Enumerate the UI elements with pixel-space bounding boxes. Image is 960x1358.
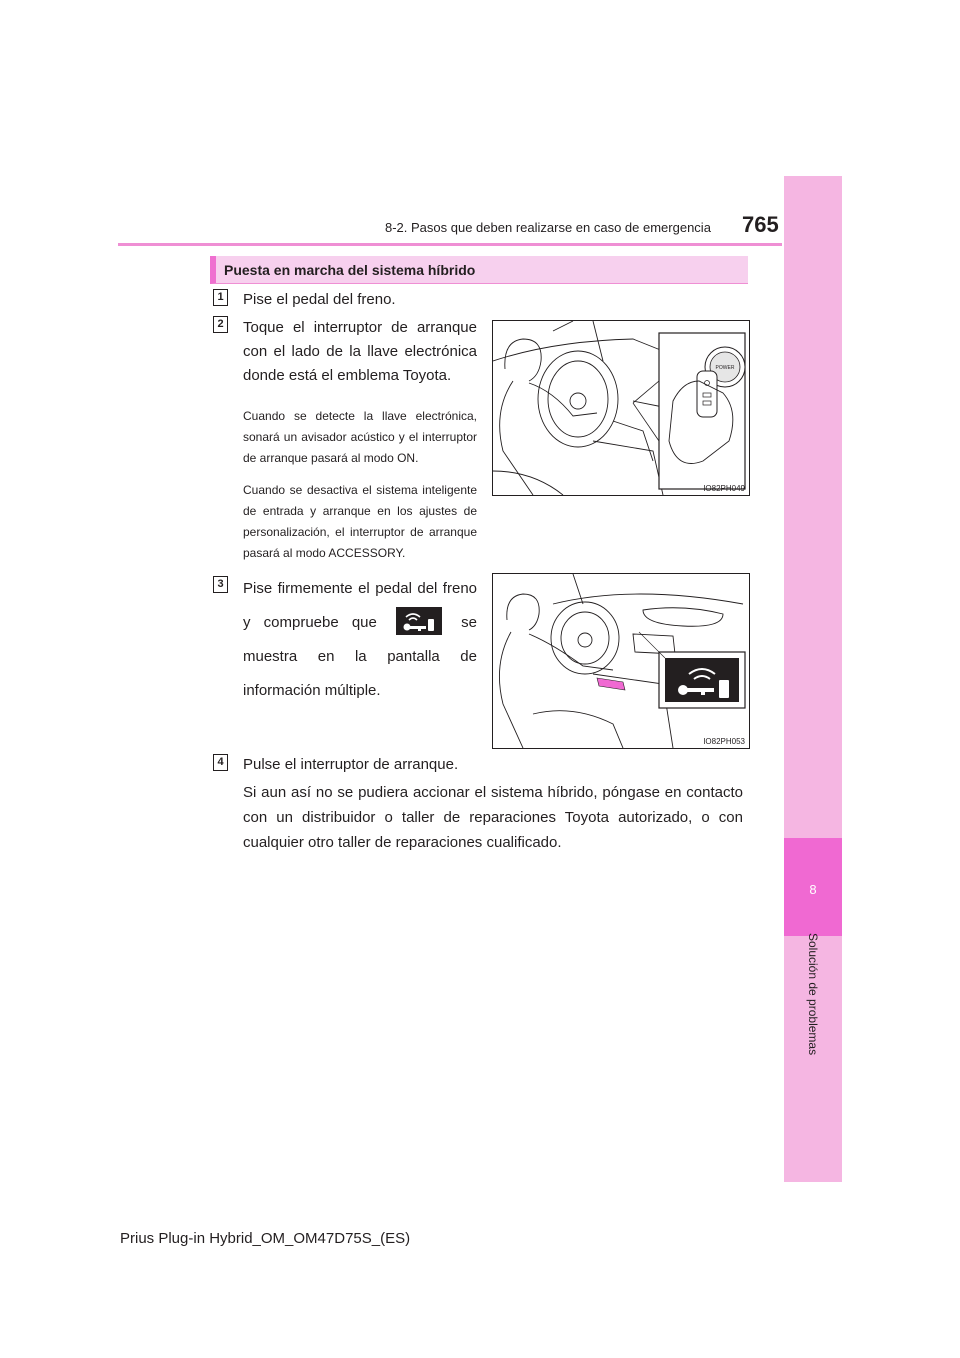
step-2-note-2: Cuando se desactiva el sistema inteligente de entrada y arranque en los ajustes de personalización, el interruptor de arranque pasará al modo ACCESSORY. <box>243 483 477 560</box>
step-number-2: 2 <box>213 316 228 333</box>
figure-driver-brake-display <box>492 573 750 749</box>
header-rule <box>118 243 782 246</box>
key-indicator-icon <box>396 607 442 635</box>
chapter-title-text: Solución de problemas <box>806 933 820 1056</box>
figure-code-label: IO82PH053 <box>703 737 745 746</box>
step-3-paragraph <box>243 572 477 708</box>
driver-pressing-brake-illustration <box>493 574 749 748</box>
closing-paragraph: Si aun así no se pudiera accionar el sistema híbrido, póngase en contacto con un distribuidor o taller de reparaciones Toyota autorizado, o con cualquier otro taller de reparaciones cualificado. <box>243 784 743 851</box>
page-number: 765 <box>742 212 779 237</box>
step-2-note-1: Cuando se detecte la llave electrónica, sonará un avisador acústico y el interruptor de arranque pasará al modo ON. <box>243 409 477 465</box>
document-id: Prius Plug-in Hybrid_OM_OM47D75S_(ES) <box>120 1230 411 1247</box>
section-title: Puesta en marcha del sistema híbrido <box>224 262 476 278</box>
step-number-4: 4 <box>213 754 228 771</box>
step-number-1: 1 <box>213 289 228 306</box>
step-number-3: 3 <box>213 576 228 593</box>
step-3-text-after: se muestra en la pantalla de información múltiple. <box>243 614 478 699</box>
header-section-title: 8-2. Pasos que deben realizarse en caso de emergencia <box>385 220 711 235</box>
step-4-text: Pulse el interruptor de arranque. <box>243 756 459 773</box>
figure-driver-power-switch <box>492 320 750 496</box>
step-2-text: Toque el interruptor de arranque con el lado de la llave electrónica donde está el emblema Toyota. <box>243 319 477 384</box>
power-button-label: POWER <box>715 365 735 371</box>
step-1-text: Pise el pedal del freno. <box>243 291 396 308</box>
figure-code-label: IO82PH049 <box>703 484 745 493</box>
driver-touching-power-switch-illustration <box>493 321 749 495</box>
step-3-text-before: Pise firmemente el pedal del freno y compruebe que <box>243 580 477 631</box>
chapter-number: 8 <box>809 882 817 897</box>
